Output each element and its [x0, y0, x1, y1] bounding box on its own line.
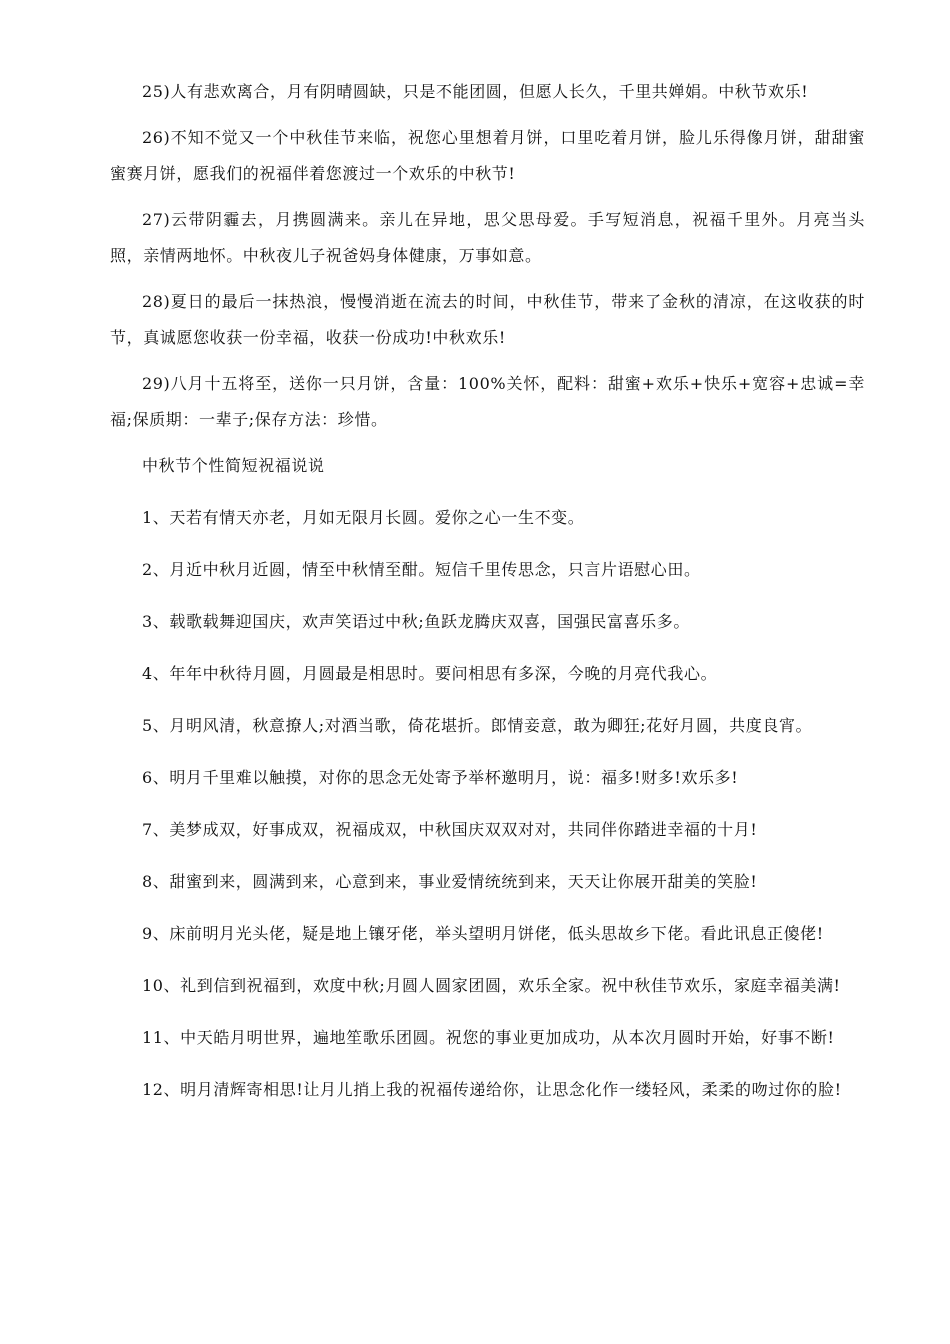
short-blessing-item-5: 5、月明风清，秋意撩人;对酒当歌，倚花堪折。郎情妾意，敢为卿狂;花好月圆，共度良宵。	[142, 716, 813, 735]
section-heading: 中秋节个性简短祝福说说	[142, 456, 325, 475]
blessing-item-29: 29)八月十五将至，送你一只月饼，含量：100%关怀，配料：甜蜜+欢乐+快乐+宽容+忠诚=幸福;保质期：一辈子;保存方法：珍惜。	[110, 374, 865, 429]
blessing-item-26: 26)不知不觉又一个中秋佳节来临，祝您心里想着月饼，口里吃着月饼，脸儿乐得像月饼，甜甜蜜蜜赛月饼，愿我们的祝福伴着您渡过一个欢乐的中秋节!	[110, 128, 865, 183]
short-blessing-item-3: 3、载歌载舞迎国庆，欢声笑语过中秋;鱼跃龙腾庆双喜，国强民富喜乐多。	[142, 612, 690, 631]
short-blessing-item-1: 1、天若有情天亦老，月如无限月长圆。爱你之心一生不变。	[142, 508, 585, 527]
short-blessing-item-7: 7、美梦成双，好事成双，祝福成双，中秋国庆双双对对，共同伴你踏进幸福的十月!	[142, 820, 758, 839]
blessing-list-continued	[110, 74, 865, 438]
short-blessing-item-12: 12、明月清辉寄相思!让月儿捎上我的祝福传递给你，让思念化作一缕轻风，柔柔的吻过你的脸!	[142, 1080, 842, 1099]
short-blessing-item-6: 6、明月千里难以触摸，对你的思念无处寄予举杯邀明月，说：福多!财多!欢乐多!	[142, 768, 739, 787]
document-body	[110, 74, 865, 1108]
short-blessing-item-11: 11、中天皓月明世界，遍地笙歌乐团圆。祝您的事业更加成功，从本次月圆时开始，好事不断!	[142, 1028, 835, 1047]
blessing-item-25: 25)人有悲欢离合，月有阴晴圆缺，只是不能团圆，但愿人长久，千里共婵娟。中秋节欢乐!	[142, 82, 809, 101]
short-blessing-item-2: 2、月近中秋月近圆，情至中秋情至酣。短信千里传思念，只言片语慰心田。	[142, 560, 701, 579]
short-blessing-item-8: 8、甜蜜到来，圆满到来，心意到来，事业爱情统统到来，天天让你展开甜美的笑脸!	[142, 872, 758, 891]
short-blessing-item-4: 4、年年中秋待月圆，月圆最是相思时。要问相思有多深，今晚的月亮代我心。	[142, 664, 718, 683]
short-blessing-list	[110, 500, 865, 1108]
blessing-item-28: 28)夏日的最后一抹热浪，慢慢消逝在流去的时间，中秋佳节，带来了金秋的清凉，在这收获的时节，真诚愿您收获一份幸福，收获一份成功!中秋欢乐!	[110, 292, 865, 347]
short-blessing-item-9: 9、床前明月光头佬，疑是地上镶牙佬，举头望明月饼佬，低头思故乡下佬。看此讯息正傻佬!	[142, 924, 824, 943]
short-blessing-item-10: 10、礼到信到祝福到，欢度中秋;月圆人圆家团圆，欢乐全家。祝中秋佳节欢乐，家庭幸福美满!	[142, 976, 841, 995]
blessing-item-27: 27)云带阴霾去，月携圆满来。亲儿在异地，思父思母爱。手写短消息，祝福千里外。月亮当头照，亲情两地怀。中秋夜儿子祝爸妈身体健康，万事如意。	[110, 210, 865, 265]
